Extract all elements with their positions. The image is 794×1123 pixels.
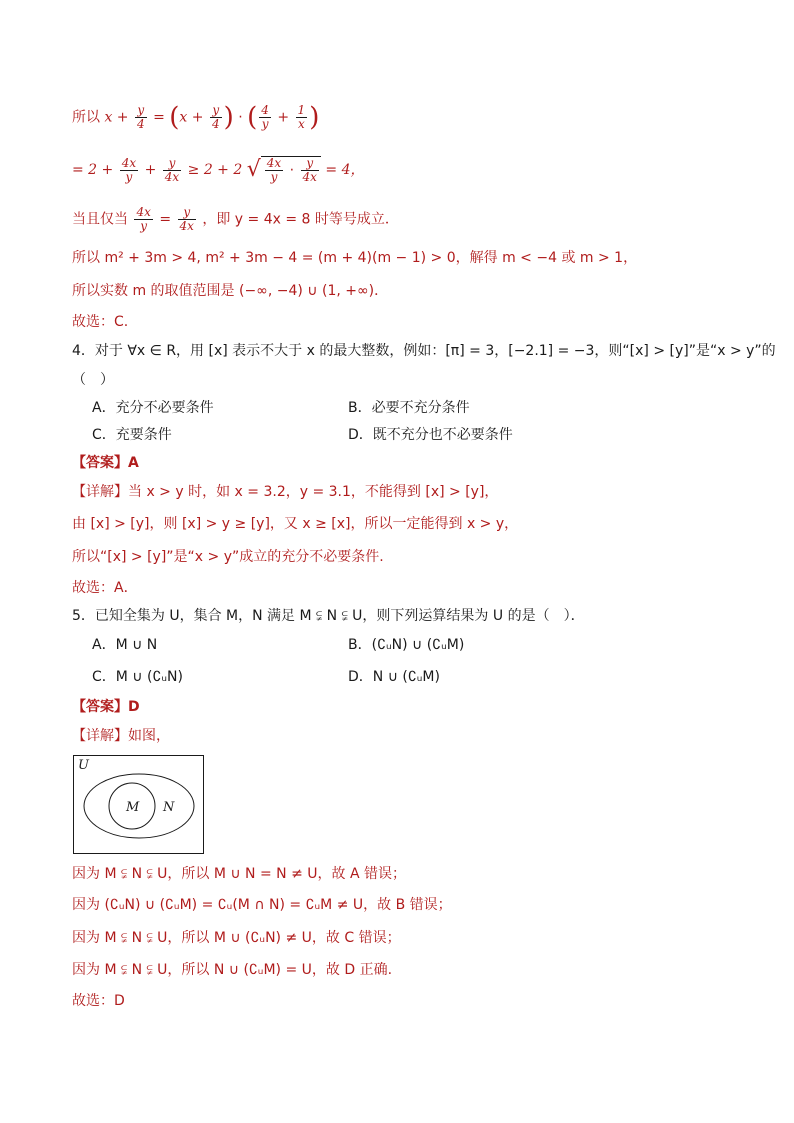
sol3-choice: 故选：C. — [72, 314, 129, 330]
sol3-l1-prefix: 所以 — [72, 109, 100, 126]
sol3-l3-eq: = — [159, 211, 172, 228]
sol3-line3 — [72, 206, 399, 233]
q5-reason-b: 因为 (∁ᵤN) ∪ (∁ᵤM) = ∁ᵤ(M ∩ N) = ∁ᵤM ≠ U，故 B 错误； — [72, 897, 452, 913]
sol3-line5: 所以实数 m 的取值范围是 (−∞, −4) ∪ (1, +∞)． — [72, 283, 389, 299]
sol3-l2-sqrt: $\frac{4x}{y}$ · $\frac{y}{4x}$ — [261, 156, 321, 184]
q5-option-c: C．M ∪ (∁ᵤN) — [92, 669, 183, 685]
sol3-l1-dot: · — [238, 109, 243, 126]
sol3-l1-frac1: $\frac{y}{4}$ — [136, 103, 145, 131]
q5-option-a: A．M ∪ N — [92, 637, 158, 653]
q4-stem-line2: （ ） — [72, 372, 114, 388]
q5-detail-intro: 【详解】如图， — [72, 728, 170, 744]
q5-choice: 故选：D — [72, 993, 125, 1009]
sol3-l2-frac1: $\frac{4x}{y}$ — [121, 155, 137, 184]
q5-option-d: D．N ∪ (∁ᵤM) — [348, 669, 440, 685]
sol3-line4: 所以 m² + 3m > 4, m² + 3m − 4 = (m + 4)(m − 1) > 0，解得 m < −4 或 m > 1， — [72, 250, 638, 266]
q5-option-b: B．(∁ᵤN) ∪ (∁ᵤM) — [348, 637, 465, 653]
q4-answer: 【答案】A — [72, 455, 139, 471]
q5-reason-a: 因为 M ⫋ N ⫋ U，所以 M ∪ N = N ≠ U，故 A 错误； — [72, 866, 406, 882]
sol3-l2-end: = 4， — [325, 162, 365, 178]
q4-detail-line1: 【详解】当 x > y 时，如 x = 3.2，y = 3.1，不能得到 [x] > [y]， — [72, 484, 499, 500]
sol3-l1-expr-b: x + — [179, 109, 204, 126]
q4-option-d: D．既不充分也不必要条件 — [348, 427, 513, 443]
sol3-l3-frac2: $\frac{y}{4x}$ — [179, 205, 194, 233]
sol3-l3-frac1: $\frac{4x}{y}$ — [136, 205, 151, 233]
q4-option-c: C．充要条件 — [92, 427, 172, 443]
sol3-l1-frac2: $\frac{y}{4}$ — [211, 103, 220, 131]
sol3-line2: = 2 + $\frac{4x}{y}$ + $\frac{y}{4x}$ ≥ 2 + 2 √ $\frac{4x}{y}$ · $\frac{y}{4x}$ = 4， — [72, 155, 365, 184]
sol3-l1-plus: + — [277, 109, 290, 126]
q4-option-b: B．必要不充分条件 — [348, 400, 470, 416]
sol3-l1-frac4: $\frac{1}{x}$ — [297, 103, 306, 131]
sol3-line1: 所以 x + $\frac{y}{4}$ = (x + $\frac{y}{4}$ ) · ( $\frac{4}{y}$ + $\frac{1}{x}$ ) — [72, 102, 320, 133]
q4-detail-line3: 所以“[x] > [y]”是“x > y”成立的充分不必要条件. — [72, 549, 384, 565]
sol3-l2-ge: ≥ 2 + 2 — [187, 162, 243, 178]
sol3-l1-frac3: $\frac{4}{y}$ — [261, 103, 269, 131]
q4-option-a: A．充分不必要条件 — [92, 400, 214, 416]
venn-label-n: N — [163, 800, 175, 815]
venn-label-m: M — [126, 800, 140, 815]
q4-choice: 故选：A． — [72, 580, 138, 596]
sol3-l1-eq: = — [153, 109, 165, 126]
q5-reason-d: 因为 M ⫋ N ⫋ U，所以 N ∪ (∁ᵤM) = U，故 D 正确. — [72, 962, 393, 978]
sol3-l2-start: = 2 + — [72, 162, 114, 178]
q5-answer: 【答案】D — [72, 699, 140, 715]
sol3-l2-frac2: $\frac{y}{4x}$ — [164, 155, 180, 184]
q4-detail-line2: 由 [x] > [y]，则 [x] > y ≥ [y]，又 x ≥ [x]，所以一定能得到 x > y， — [72, 516, 519, 532]
q4-stem-line1: 4．对于 ∀x ∈ R，用 [x] 表示不大于 x 的最大整数，例如：[π] = 3，[−2.1] = −3，则“[x] > [y]”是“x > y”的 — [72, 343, 776, 359]
sol3-l2-plus: + — [144, 162, 157, 178]
sol3-l3-b: ，即 y = 4x = 8 时等号成立． — [202, 211, 399, 228]
venn-diagram — [73, 755, 205, 855]
sol3-l3-a: 当且仅当 — [72, 211, 128, 228]
sol3-l1-expr-a: x + — [104, 109, 129, 126]
q5-reason-c: 因为 M ⫋ N ⫋ U，所以 M ∪ (∁ᵤN) ≠ U，故 C 错误； — [72, 930, 401, 946]
q5-stem: 5．已知全集为 U，集合 M，N 满足 M ⫋ N ⫋ U，则下列运算结果为 U 的是（ ）． — [72, 608, 585, 624]
venn-label-u: U — [78, 758, 89, 773]
